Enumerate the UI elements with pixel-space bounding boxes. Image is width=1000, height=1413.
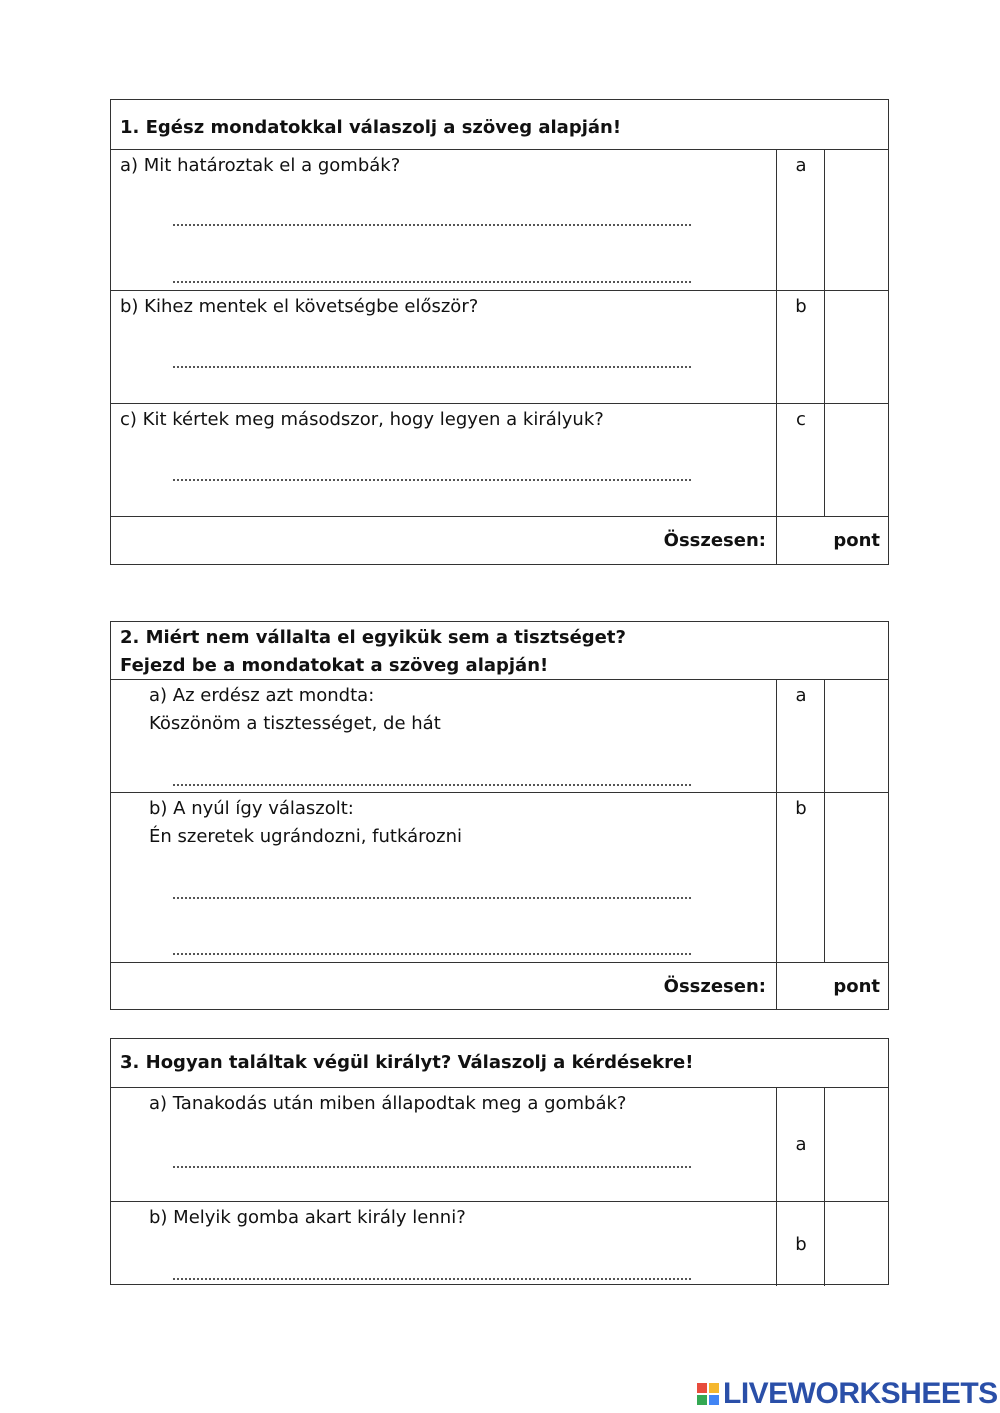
section1-unit: pont bbox=[833, 530, 880, 551]
answer-line-1b-1[interactable] bbox=[173, 366, 691, 368]
section2-header bbox=[111, 622, 888, 679]
question-2a-line2: Köszönöm a tisztességet, de hát bbox=[149, 713, 441, 734]
section1-header bbox=[111, 100, 888, 149]
label-2a: a bbox=[795, 685, 807, 706]
score-box-2a[interactable] bbox=[824, 680, 889, 792]
question-row-1c bbox=[111, 403, 888, 516]
logo-icon bbox=[697, 1383, 719, 1405]
label-1b: b bbox=[795, 296, 807, 317]
score-box-3a[interactable] bbox=[824, 1088, 889, 1201]
score-box-1c[interactable] bbox=[824, 404, 889, 516]
score-box-2b[interactable] bbox=[824, 793, 889, 962]
logo-text: LIVEWORKSHEETS bbox=[723, 1377, 998, 1410]
section2-title-line2: Fejezd be a mondatokat a szöveg alapján! bbox=[120, 655, 549, 676]
label-3b: b bbox=[795, 1234, 807, 1255]
question-1a-text: a) Mit határoztak el a gombák? bbox=[120, 155, 401, 176]
section2-title-line1: 2. Miért nem vállalta el egyikük sem a tisztséget? bbox=[120, 627, 626, 648]
section2-total-label: Összesen: bbox=[663, 976, 766, 997]
section1-total-row bbox=[111, 516, 888, 564]
section1-table bbox=[110, 99, 889, 565]
section2-total-row bbox=[111, 962, 888, 1009]
question-row-2b bbox=[111, 792, 888, 962]
label-1c: c bbox=[796, 409, 806, 430]
score-box-1b[interactable] bbox=[824, 291, 889, 403]
question-row-2a bbox=[111, 679, 888, 792]
question-row-3b bbox=[111, 1201, 888, 1286]
answer-line-2a-1[interactable] bbox=[173, 784, 691, 786]
score-box-3b[interactable] bbox=[824, 1202, 889, 1286]
answer-line-1a-2[interactable] bbox=[173, 281, 691, 283]
question-3b-text: b) Melyik gomba akart király lenni? bbox=[149, 1207, 466, 1228]
question-1b-text: b) Kihez mentek el követségbe először? bbox=[120, 296, 479, 317]
section1-total-box[interactable] bbox=[776, 517, 889, 564]
section3-title: 3. Hogyan találtak végül királyt? Válaszolj a kérdésekre! bbox=[120, 1052, 694, 1073]
question-2b-line2: Én szeretek ugrándozni, futkározni bbox=[149, 826, 462, 847]
answer-line-2b-2[interactable] bbox=[173, 953, 691, 955]
question-2b-line1: b) A nyúl így válaszolt: bbox=[149, 798, 354, 819]
answer-line-1c-1[interactable] bbox=[173, 479, 691, 481]
label-3a: a bbox=[795, 1134, 807, 1155]
answer-line-3a-1[interactable] bbox=[173, 1166, 691, 1168]
question-row-1b bbox=[111, 290, 888, 403]
liveworksheets-logo[interactable] bbox=[697, 1378, 998, 1410]
section3-header bbox=[111, 1039, 888, 1087]
section2-total-box[interactable] bbox=[776, 963, 889, 1009]
section1-title: 1. Egész mondatokkal válaszolj a szöveg alapján! bbox=[120, 117, 622, 138]
section2-unit: pont bbox=[833, 976, 880, 997]
question-3a-text: a) Tanakodás után miben állapodtak meg a gombák? bbox=[149, 1093, 627, 1114]
answer-line-2b-1[interactable] bbox=[173, 897, 691, 899]
question-1c-text: c) Kit kértek meg másodszor, hogy legyen a királyuk? bbox=[120, 409, 604, 430]
section2-table bbox=[110, 621, 889, 1010]
label-2b: b bbox=[795, 798, 807, 819]
section3-table bbox=[110, 1038, 889, 1285]
question-row-3a bbox=[111, 1087, 888, 1201]
section1-total-label: Összesen: bbox=[663, 530, 766, 551]
answer-line-3b-1[interactable] bbox=[173, 1278, 691, 1280]
question-row-1a bbox=[111, 149, 888, 290]
question-2a-line1: a) Az erdész azt mondta: bbox=[149, 685, 375, 706]
score-box-1a[interactable] bbox=[824, 150, 889, 290]
label-1a: a bbox=[795, 155, 807, 176]
answer-line-1a-1[interactable] bbox=[173, 224, 691, 226]
